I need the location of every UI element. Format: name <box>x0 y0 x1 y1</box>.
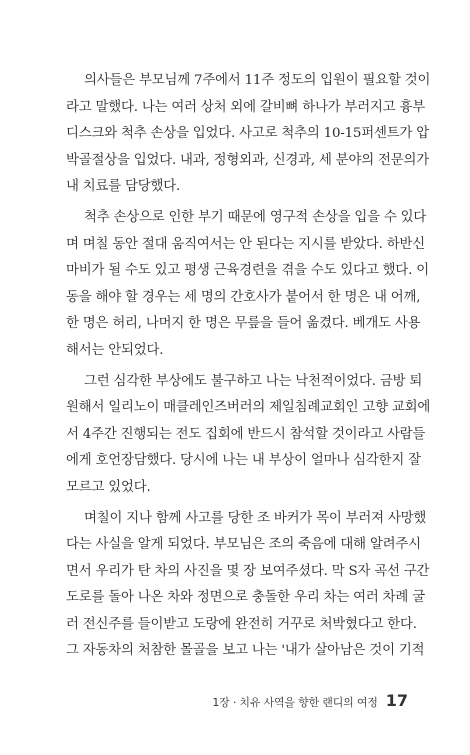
text-line: 며칠이 지나 함께 사고를 당한 조 바커가 목이 부러져 사망했 <box>84 510 427 526</box>
text-line: 그 자동차의 처참한 몰골을 보고 나는 '내가 살아남은 것이 기적 <box>66 643 425 659</box>
text-line: 내 치료를 담당했다. <box>66 179 181 195</box>
text-line: 박골절상을 입었다. 내과, 정형외과, 신경과, 세 분야의 전문의가 <box>66 152 430 168</box>
text-line: 에게 호언장담했다. 당시에 나는 내 부상이 얼마나 심각한지 잘 <box>66 453 421 469</box>
running-footer-chapter: 1장 · 치유 사역을 향한 랜디의 여정 <box>212 696 378 709</box>
text-line: 서 4주간 진행되는 전도 집회에 반드시 참석할 것이라고 사람들 <box>66 426 426 442</box>
text-line: 원해서 일리노이 매클레인즈버러의 제일침례교회인 고향 교회에 <box>66 400 431 416</box>
text-line: 그런 심각한 부상에도 불구하고 나는 낙천적이었다. 금방 퇴 <box>84 373 423 389</box>
text-line: 의사들은 부모님께 7주에서 11주 정도의 입원이 필요할 것이 <box>84 73 431 88</box>
text-line: 동을 해야 할 경우는 세 명의 간호사가 붙어서 한 명은 내 어깨, <box>66 289 421 305</box>
text-line: 척추 손상으로 인한 부기 때문에 영구적 손상을 입을 수 있다 <box>84 209 427 225</box>
text-line: 도로를 돌아 나온 차와 정면으로 충돌한 우리 차는 여러 차례 굴 <box>66 590 425 606</box>
paragraph-1 <box>66 68 431 201</box>
paragraph-4 <box>66 506 430 666</box>
text-line: 러 전신주를 들이받고 도랑에 완전히 거꾸로 처박혔다고 한다. <box>66 616 417 632</box>
page-footer <box>212 691 408 715</box>
text-line: 마비가 될 수도 있고 평생 근육경련을 겪을 수도 있다고 했다. 이 <box>66 263 430 279</box>
text-line: 한 명은 허리, 나머지 한 명은 무릎을 들어 옮겼다. 베개도 사용 <box>66 316 421 332</box>
text-line: 다는 사실을 알게 되었다. 부모님은 조의 죽음에 대해 알려주시 <box>66 537 421 553</box>
text-line: 면서 우리가 탄 차의 사진을 몇 장 보여주셨다. 막 S자 곡선 구간 <box>66 563 430 579</box>
text-line: 해서는 안되었다. <box>66 342 164 358</box>
text-line: 라고 말했다. 나는 여러 상처 외에 갈비뼈 하나가 부러지고 흉부 <box>66 99 425 115</box>
text-line: 며 며칠 동안 절대 움직여서는 안 된다는 지시를 받았다. 하반신 <box>66 236 425 252</box>
text-line: 모르고 있었다. <box>66 479 151 495</box>
page-number: 17 <box>385 691 408 710</box>
paragraph-3 <box>66 369 431 502</box>
paragraph-2 <box>66 205 430 365</box>
page-body <box>66 68 431 669</box>
text-line: 디스크와 척추 손상을 입었다. 사고로 척추의 10-15퍼센트가 압 <box>66 126 429 142</box>
